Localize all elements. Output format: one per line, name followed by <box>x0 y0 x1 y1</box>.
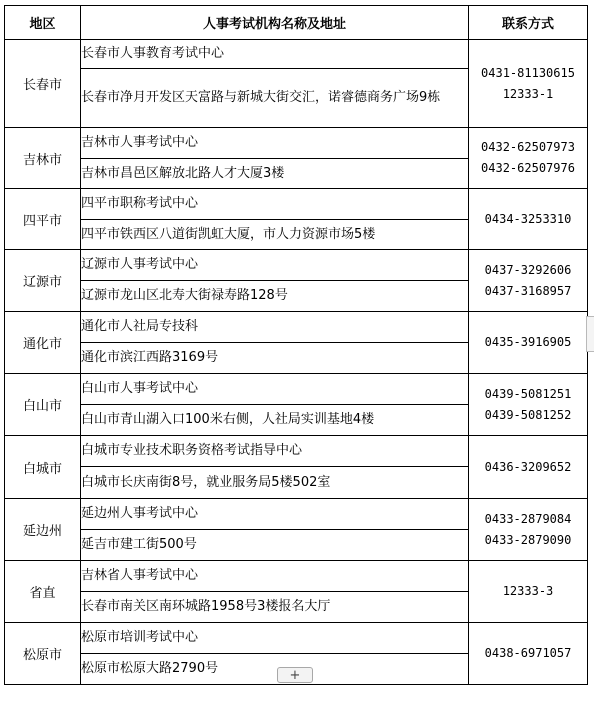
phone-cell <box>469 40 588 128</box>
table-row <box>5 312 588 343</box>
org-name-cell: 四平市职称考试中心 <box>81 189 469 220</box>
org-name-cell: 白山市人事考试中心 <box>81 374 469 405</box>
phone-number: 12333-3 <box>502 584 554 598</box>
phone-number: 0433-2879090 <box>484 532 572 547</box>
region-cell: 长春市 <box>5 40 81 128</box>
region-cell: 延边州 <box>5 499 81 561</box>
table-row <box>5 623 588 654</box>
region-cell: 辽源市 <box>5 250 81 312</box>
phone-cell <box>469 436 588 499</box>
region-cell: 吉林市 <box>5 128 81 189</box>
phone-number: 0438-6971057 <box>484 646 572 660</box>
phone-number: 0437-3292606 <box>484 262 572 277</box>
phone-number: 0439-5081252 <box>484 407 572 422</box>
address-cell: 白山市青山湖入口100米右侧，人社局实训基地4楼 <box>81 405 469 436</box>
phone-number: 0434-3253310 <box>484 211 572 226</box>
region-cell: 通化市 <box>5 312 81 374</box>
phone-number: 0437-3168957 <box>484 283 572 298</box>
header-row <box>5 6 588 40</box>
address-cell: 吉林市昌邑区解放北路人才大厦3楼 <box>81 159 469 189</box>
expand-button[interactable]: + <box>277 667 313 683</box>
phone-number: 0436-3209652 <box>484 459 572 474</box>
phone-number: 0432-62507976 <box>481 161 575 175</box>
org-name-cell: 辽源市人事考试中心 <box>81 250 469 281</box>
phone-number: 0433-2879084 <box>484 511 572 526</box>
address-cell: 松原市松原大路2790号 <box>81 654 469 685</box>
contacts-table <box>4 5 588 685</box>
table-row <box>5 561 588 592</box>
org-name-cell: 吉林省人事考试中心 <box>81 561 469 592</box>
phone-cell <box>469 250 588 312</box>
phone-cell <box>469 623 588 685</box>
table-body <box>5 40 588 685</box>
phone-number: 0432-62507973 <box>481 140 575 154</box>
org-name-cell: 白城市专业技术职务资格考试指导中心 <box>81 436 469 467</box>
address-cell: 长春市南关区南环城路1958号3楼报名大厅 <box>81 592 469 623</box>
phone-number: 0431-81130615 <box>481 65 575 80</box>
phone-cell <box>469 561 588 623</box>
region-cell: 松原市 <box>5 623 81 685</box>
region-cell: 白山市 <box>5 374 81 436</box>
table-row <box>5 40 588 69</box>
side-scroll-handle[interactable] <box>586 316 594 352</box>
region-cell: 白城市 <box>5 436 81 499</box>
phone-number: 0435-3916905 <box>484 335 572 349</box>
phone-cell <box>469 128 588 189</box>
table-row <box>5 499 588 530</box>
address-cell: 长春市净月开发区天富路与新城大街交汇，诺睿德商务广场9栋 <box>81 69 469 128</box>
header-region: 地区 <box>5 6 81 40</box>
phone-number: 12333-1 <box>502 86 554 101</box>
table-row <box>5 189 588 220</box>
address-cell: 通化市滨江西路3169号 <box>81 343 469 374</box>
org-name-cell: 松原市培训考试中心 <box>81 623 469 654</box>
org-name-cell: 通化市人社局专技科 <box>81 312 469 343</box>
org-name-cell: 长春市人事教育考试中心 <box>81 40 469 69</box>
phone-cell <box>469 374 588 436</box>
table-row <box>5 128 588 159</box>
phone-number: 0439-5081251 <box>484 386 572 401</box>
table-row <box>5 250 588 281</box>
header-org: 人事考试机构名称及地址 <box>81 6 469 40</box>
address-cell: 白城市长庆南街8号，就业服务局5楼502室 <box>81 467 469 499</box>
table-row <box>5 436 588 467</box>
address-cell: 辽源市龙山区北寿大街禄寿路128号 <box>81 281 469 312</box>
phone-cell <box>469 189 588 250</box>
org-name-cell: 吉林市人事考试中心 <box>81 128 469 159</box>
phone-cell <box>469 499 588 561</box>
org-name-cell: 延边州人事考试中心 <box>81 499 469 530</box>
header-contact: 联系方式 <box>469 6 588 40</box>
region-cell: 省直 <box>5 561 81 623</box>
address-cell: 四平市铁西区八道街凯虹大厦，市人力资源市场5楼 <box>81 220 469 250</box>
address-cell: 延吉市建工街500号 <box>81 530 469 561</box>
phone-cell <box>469 312 588 374</box>
region-cell: 四平市 <box>5 189 81 250</box>
table-row <box>5 374 588 405</box>
